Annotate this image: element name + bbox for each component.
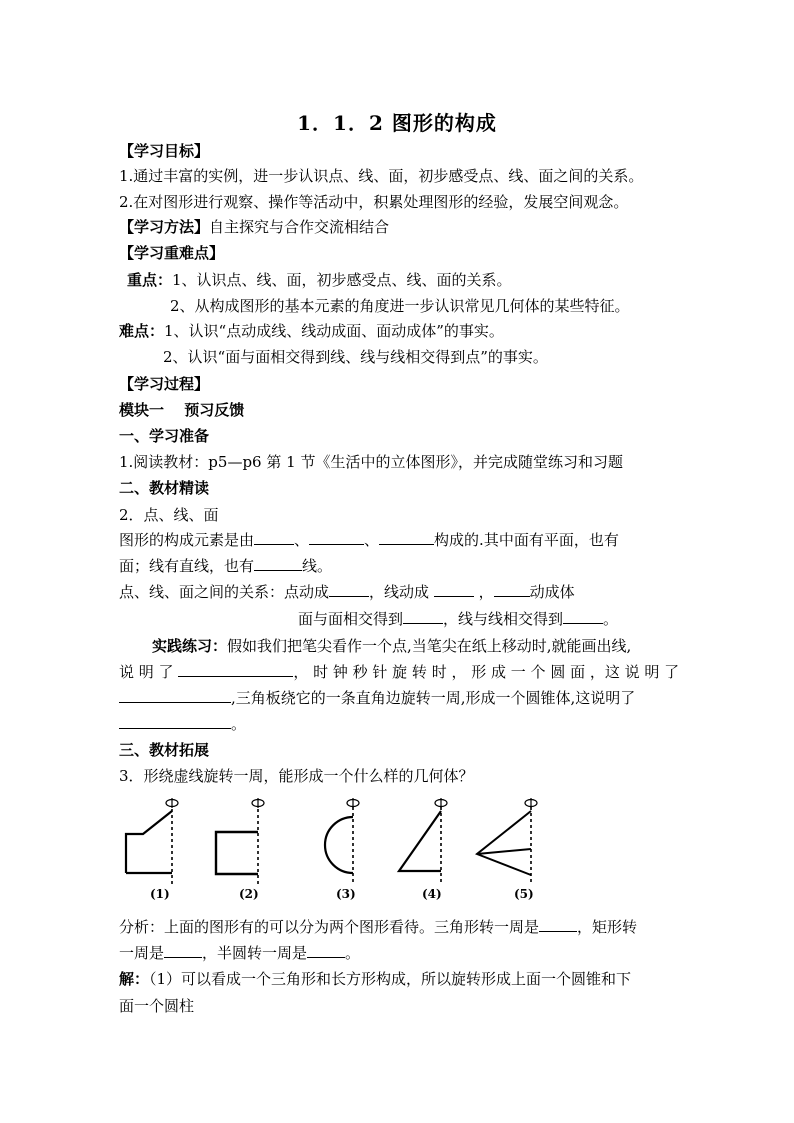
figure-1-trapezoid-shape xyxy=(126,798,178,885)
text: 、 xyxy=(364,531,380,549)
text: 。 xyxy=(345,944,361,962)
figure-label-3: (3) xyxy=(336,887,356,901)
difficulty-1-text: 1、认识“点动成线、线动成面、面动成体”的事实。 xyxy=(164,322,504,340)
figure-label-5: (5) xyxy=(514,887,534,901)
text: ，线动成 xyxy=(369,583,434,601)
fill-line-4 xyxy=(298,609,618,629)
reading-task: 1.阅读教材：p5—p6 第 1 节《生活中的立体图形》，并完成随堂练习和习题 xyxy=(119,453,623,471)
answer-blank[interactable] xyxy=(254,530,294,545)
practice-line-3 xyxy=(119,688,635,708)
text: 说 明 了 xyxy=(119,663,174,681)
figure-3-semicircle-shape xyxy=(325,798,359,885)
practice-line-4 xyxy=(119,714,246,734)
learning-method xyxy=(119,217,389,237)
text: 点、线、面之间的关系：点动成 xyxy=(119,583,330,601)
method-heading: 【学习方法】 xyxy=(119,218,210,236)
answer-blank[interactable] xyxy=(119,688,231,703)
text: 线。 xyxy=(302,557,333,575)
solution-line-1 xyxy=(119,969,631,989)
text: ，半圆转一周是 xyxy=(202,944,308,962)
section-key-points: 【学习重难点】 xyxy=(119,244,225,262)
answer-blank[interactable] xyxy=(178,662,293,677)
practice-heading: 实践练习： xyxy=(152,637,228,655)
figure-label-1: (1) xyxy=(150,887,170,901)
text: 、 xyxy=(294,531,310,549)
analysis-line-1 xyxy=(119,917,637,937)
answer-blank[interactable] xyxy=(494,582,530,597)
text: 。 xyxy=(231,715,247,733)
part-1-heading: 一、学习准备 xyxy=(119,427,210,445)
text: （1）可以看成一个三角形和长方形构成，所以旋转形成上面一个圆锥和下 xyxy=(149,970,632,988)
analysis-line-2 xyxy=(119,943,360,963)
text: ,三角板绕它的一条直角边旋转一周,形成一个圆锥体,这说明了 xyxy=(231,689,636,707)
part-2-heading: 二、教材精读 xyxy=(119,479,210,497)
figure-5-triangle-shape xyxy=(477,798,537,885)
text: 面；线有直线，也有 xyxy=(119,557,255,575)
answer-blank[interactable] xyxy=(379,530,434,545)
text: 一周是 xyxy=(119,944,165,962)
rotation-figures xyxy=(119,795,679,907)
key-heading: 重点： xyxy=(127,271,173,289)
method-text: 自主探究与合作交流相结合 xyxy=(209,218,390,236)
answer-blank[interactable] xyxy=(563,609,603,624)
figure-label-4: (4) xyxy=(422,887,442,901)
item-2-heading: 2．点、线、面 xyxy=(119,506,219,524)
text: ， 时 钟 秒 针 旋 转 时 ， 形 成 一 个 圆 面 ，这 说 明 了 xyxy=(293,663,680,681)
fill-line-2 xyxy=(119,556,332,576)
answer-blank[interactable] xyxy=(307,943,345,958)
difficulty-2: 2、认识“面与面相交得到线、线与线相交得到点”的事实。 xyxy=(163,348,548,366)
answer-blank[interactable] xyxy=(309,530,364,545)
figure-label-2: (2) xyxy=(239,887,259,901)
text: ， xyxy=(473,583,494,601)
text: 。 xyxy=(603,610,619,628)
module-heading: 模块一 预习反馈 xyxy=(119,401,245,419)
answer-blank[interactable] xyxy=(254,556,302,571)
key-point-2: 2、从构成图形的基本元素的角度进一步认识常见几何体的某些特征。 xyxy=(170,297,630,315)
answer-blank[interactable] xyxy=(164,943,202,958)
key-point-1 xyxy=(127,270,512,290)
goal-1: 1.通过丰富的实例，进一步认识点、线、面，初步感受点、线、面之间的关系。 xyxy=(119,167,644,185)
text: 面与面相交得到 xyxy=(298,610,404,628)
text: 构成的.其中面有平面，也有 xyxy=(434,531,619,549)
practice-line-2 xyxy=(119,662,679,682)
text: ，矩形转 xyxy=(577,918,638,936)
solution-heading: 解： xyxy=(119,970,150,988)
text: 动成体 xyxy=(529,583,575,601)
fill-line-1 xyxy=(119,530,619,550)
solution-line-2: 面一个圆柱 xyxy=(119,997,195,1015)
answer-blank[interactable] xyxy=(329,582,369,597)
section-learning-goals: 【学习目标】 xyxy=(119,142,210,160)
key-1-text: 1、认识点、线、面，初步感受点、线、面的关系。 xyxy=(172,271,512,289)
difficulty-heading: 难点： xyxy=(119,322,165,340)
part-3-heading: 三、教材拓展 xyxy=(119,741,210,759)
answer-blank[interactable] xyxy=(403,609,443,624)
answer-blank[interactable] xyxy=(434,582,474,597)
fill-line-3 xyxy=(119,582,575,602)
practice-line-1 xyxy=(152,636,631,656)
page-title: 1．1．2 图形的构成 xyxy=(297,111,497,135)
text: ，线与线相交得到 xyxy=(443,610,564,628)
answer-blank[interactable] xyxy=(119,714,231,729)
text: 假如我们把笔尖看作一个点,当笔尖在纸上移动时,就能画出线, xyxy=(227,637,632,655)
goal-2: 2.在对图形进行观察、操作等活动中，积累处理图形的经验，发展空间观念。 xyxy=(119,193,629,211)
text: 图形的构成元素是由 xyxy=(119,531,255,549)
text: 分析：上面的图形有的可以分为两个图形看待。三角形转一周是 xyxy=(119,918,540,936)
difficulty-1 xyxy=(119,321,504,341)
question-3: 3．形绕虚线旋转一周，能形成一个什么样的几何体？ xyxy=(119,767,474,785)
figure-2-rectangle-shape xyxy=(216,798,264,885)
section-learning-process: 【学习过程】 xyxy=(119,375,210,393)
answer-blank[interactable] xyxy=(539,917,577,932)
figure-4-right-triangle-shape xyxy=(399,798,447,885)
